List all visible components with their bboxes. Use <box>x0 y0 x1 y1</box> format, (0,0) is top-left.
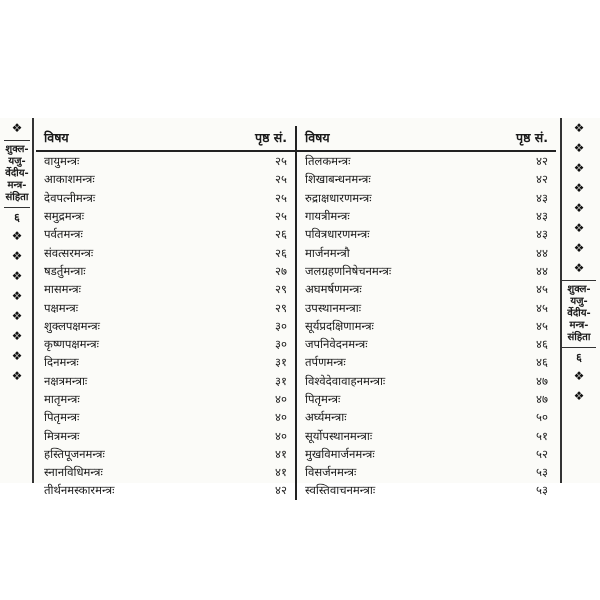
entry-page: ४५ <box>536 318 548 333</box>
ornament-icon: ❖ <box>11 121 23 135</box>
left-subject-header: विषय <box>36 126 220 151</box>
ornament-icon: ❖ <box>573 121 585 135</box>
ornament-icon: ❖ <box>573 261 585 275</box>
entry-name: मार्जनमन्त्रौ <box>304 245 350 260</box>
entry-page: ४५ <box>536 300 548 315</box>
entry-page: ४२ <box>536 154 548 169</box>
entry-name: विश्वेदेवावाहनमन्त्राः <box>304 373 386 388</box>
entry-name: समुद्रमन्त्रः <box>44 209 85 224</box>
table-row <box>36 170 556 188</box>
right-subject-header: विषय <box>296 126 481 151</box>
table-row <box>36 353 556 371</box>
entry-name: सूर्योपस्थानमन्त्राः <box>304 428 373 443</box>
entry-page: ३० <box>220 335 296 353</box>
entry-name: जपनिवेदनमन्त्रः <box>304 337 368 352</box>
left-margin-title-line: यजु- <box>8 156 26 167</box>
entry-name: पितृमन्त्रः <box>44 410 80 425</box>
entry-name: उपस्थानमन्त्राः <box>304 300 362 315</box>
table-row <box>36 445 556 463</box>
table-row <box>36 317 556 335</box>
entry-page: २९ <box>220 280 296 298</box>
book-page <box>0 118 600 498</box>
table-row <box>36 408 556 426</box>
entry-page: ४० <box>220 390 296 408</box>
entry-page: ४२ <box>536 172 548 187</box>
entry-name: षडर्तुमन्त्राः <box>44 263 86 278</box>
entry-page: २६ <box>220 243 296 261</box>
entry-page: ४७ <box>536 392 548 406</box>
right-margin-column <box>562 118 596 483</box>
left-page-number: ६ <box>14 211 20 224</box>
table-row <box>36 262 556 280</box>
entry-name: हस्तिपूजनमन्त्रः <box>44 446 105 461</box>
entry-page: ४० <box>220 426 296 444</box>
entry-name: गायत्रीमन्त्रः <box>304 209 350 224</box>
entry-name: पितृमन्त्रः <box>304 392 341 406</box>
entry-name: मातृमन्त्रः <box>44 392 80 406</box>
right-margin-title-line: शुक्ल- <box>567 284 591 295</box>
entry-page: ४० <box>220 408 296 426</box>
entry-name: स्नानविधिमन्त्रः <box>44 465 103 480</box>
entry-page: ४६ <box>536 337 548 352</box>
entry-page: ४१ <box>220 445 296 463</box>
table-row <box>36 298 556 316</box>
table-row <box>36 151 556 170</box>
entry-name: शिखाबन्धनमन्त्रः <box>304 172 371 187</box>
right-margin-title-line: संहिता <box>567 332 591 343</box>
entry-name: पर्वतमन्त्रः <box>44 227 83 242</box>
ornament-icon: ❖ <box>11 329 23 343</box>
entry-page: ४३ <box>536 209 548 224</box>
left-margin-title-line: शुक्ल- <box>5 144 29 155</box>
entry-page: ५० <box>536 410 548 425</box>
right-margin-title <box>562 280 596 348</box>
ornament-icon: ❖ <box>11 269 23 283</box>
entry-page: ४३ <box>536 227 548 242</box>
entry-page: ५१ <box>536 428 548 443</box>
entry-page: ५३ <box>536 465 548 480</box>
entry-name: तर्पणमन्त्रः <box>304 355 346 370</box>
entry-page: २५ <box>220 151 296 170</box>
entry-page: ५३ <box>536 483 548 498</box>
ornament-icon: ❖ <box>11 349 23 363</box>
ornament-icon: ❖ <box>11 289 23 303</box>
entry-page: ४४ <box>536 245 548 260</box>
entry-name: आकाशमन्त्रः <box>44 172 95 187</box>
entry-name: शुक्लपक्षमन्त्रः <box>44 318 100 333</box>
table-row <box>36 280 556 298</box>
ornament-icon: ❖ <box>11 309 23 323</box>
entry-page: २६ <box>220 225 296 243</box>
entry-page: ४५ <box>536 282 548 297</box>
entry-page: ४७ <box>536 373 548 388</box>
entry-name: पवित्रधारणमन्त्रः <box>304 227 370 242</box>
entry-name: अर्घ्यमन्त्राः <box>304 410 347 425</box>
table-row <box>36 189 556 207</box>
entry-page: ४४ <box>536 263 548 278</box>
entry-name: पक्षमन्त्रः <box>44 300 79 315</box>
left-margin-title-line: र्वेदीय- <box>5 168 29 179</box>
entry-name: कृष्णपक्षमन्त्रः <box>44 337 99 352</box>
entry-page: ३१ <box>220 372 296 390</box>
ornament-icon: ❖ <box>573 181 585 195</box>
table-row <box>36 481 556 499</box>
entry-page: २५ <box>220 170 296 188</box>
ornament-icon: ❖ <box>573 201 585 215</box>
contents-table-wrapper <box>36 126 556 498</box>
entry-page: ३० <box>220 317 296 335</box>
left-margin-title-line: संहिता <box>5 192 29 203</box>
entry-name: मासमन्त्रः <box>44 282 81 297</box>
entry-name: अघमर्षणमन्त्रः <box>304 282 362 297</box>
left-margin-column <box>4 118 30 483</box>
right-margin-title-line: र्वेदीय- <box>567 308 591 319</box>
ornament-icon: ❖ <box>573 161 585 175</box>
entry-page: ४६ <box>536 355 548 370</box>
table-row <box>36 390 556 408</box>
right-page-header: पृष्ठ सं. <box>481 126 556 151</box>
ornament-icon: ❖ <box>11 249 23 263</box>
entry-name: देवपत्नीमन्त्रः <box>44 190 96 205</box>
entry-name: तिलकमन्त्रः <box>304 154 351 169</box>
table-row <box>36 335 556 353</box>
entry-page: २५ <box>220 207 296 225</box>
entry-page: ३१ <box>220 353 296 371</box>
contents-table <box>36 126 556 500</box>
right-margin-title-line: यजु- <box>570 296 588 307</box>
ornament-icon: ❖ <box>573 241 585 255</box>
left-page-header: पृष्ठ सं. <box>220 126 296 151</box>
right-margin-title-line: मन्त्र- <box>569 320 589 331</box>
left-margin-title <box>4 140 30 208</box>
entry-name: सूर्यप्रदक्षिणामन्त्रः <box>304 318 374 333</box>
entry-page: २९ <box>220 298 296 316</box>
table-row <box>36 426 556 444</box>
entry-page: २५ <box>220 189 296 207</box>
entry-name: जलग्रहणनिषेचनमन्त्रः <box>304 263 392 278</box>
entry-page: २७ <box>220 262 296 280</box>
ornament-icon: ❖ <box>573 141 585 155</box>
entry-name: विसर्जनमन्त्रः <box>304 465 357 480</box>
table-header-row <box>36 126 556 151</box>
ornament-icon: ❖ <box>573 389 585 403</box>
ornament-icon: ❖ <box>573 221 585 235</box>
table-row <box>36 243 556 261</box>
entry-page: ५२ <box>536 446 548 461</box>
entry-page: ४३ <box>536 190 548 205</box>
entry-name: मुखविमार्जनमन्त्रः <box>304 446 375 461</box>
entry-name: नक्षत्रमन्त्राः <box>44 373 88 388</box>
left-margin-title-line: मन्त्र- <box>7 180 27 191</box>
entry-name: वायुमन्त्रः <box>44 154 80 169</box>
entry-name: रुद्राक्षधारणमन्त्रः <box>304 190 372 205</box>
ornament-icon: ❖ <box>11 369 23 383</box>
entry-page: ४१ <box>220 463 296 481</box>
ornament-icon: ❖ <box>11 229 23 243</box>
ornament-icon: ❖ <box>573 369 585 383</box>
right-page-number: ६ <box>576 351 582 364</box>
entry-name: संवत्सरमन्त्रः <box>44 245 94 260</box>
table-row <box>36 207 556 225</box>
entry-page: ४२ <box>220 481 296 499</box>
entry-name: स्वस्तिवाचनमन्त्राः <box>304 483 376 498</box>
entry-name: तीर्थनमस्कारमन्त्रः <box>44 483 115 498</box>
table-row <box>36 372 556 390</box>
entry-name: मित्रमन्त्रः <box>44 428 80 443</box>
entry-name: दिनमन्त्रः <box>44 355 79 370</box>
table-row <box>36 463 556 481</box>
table-row <box>36 225 556 243</box>
